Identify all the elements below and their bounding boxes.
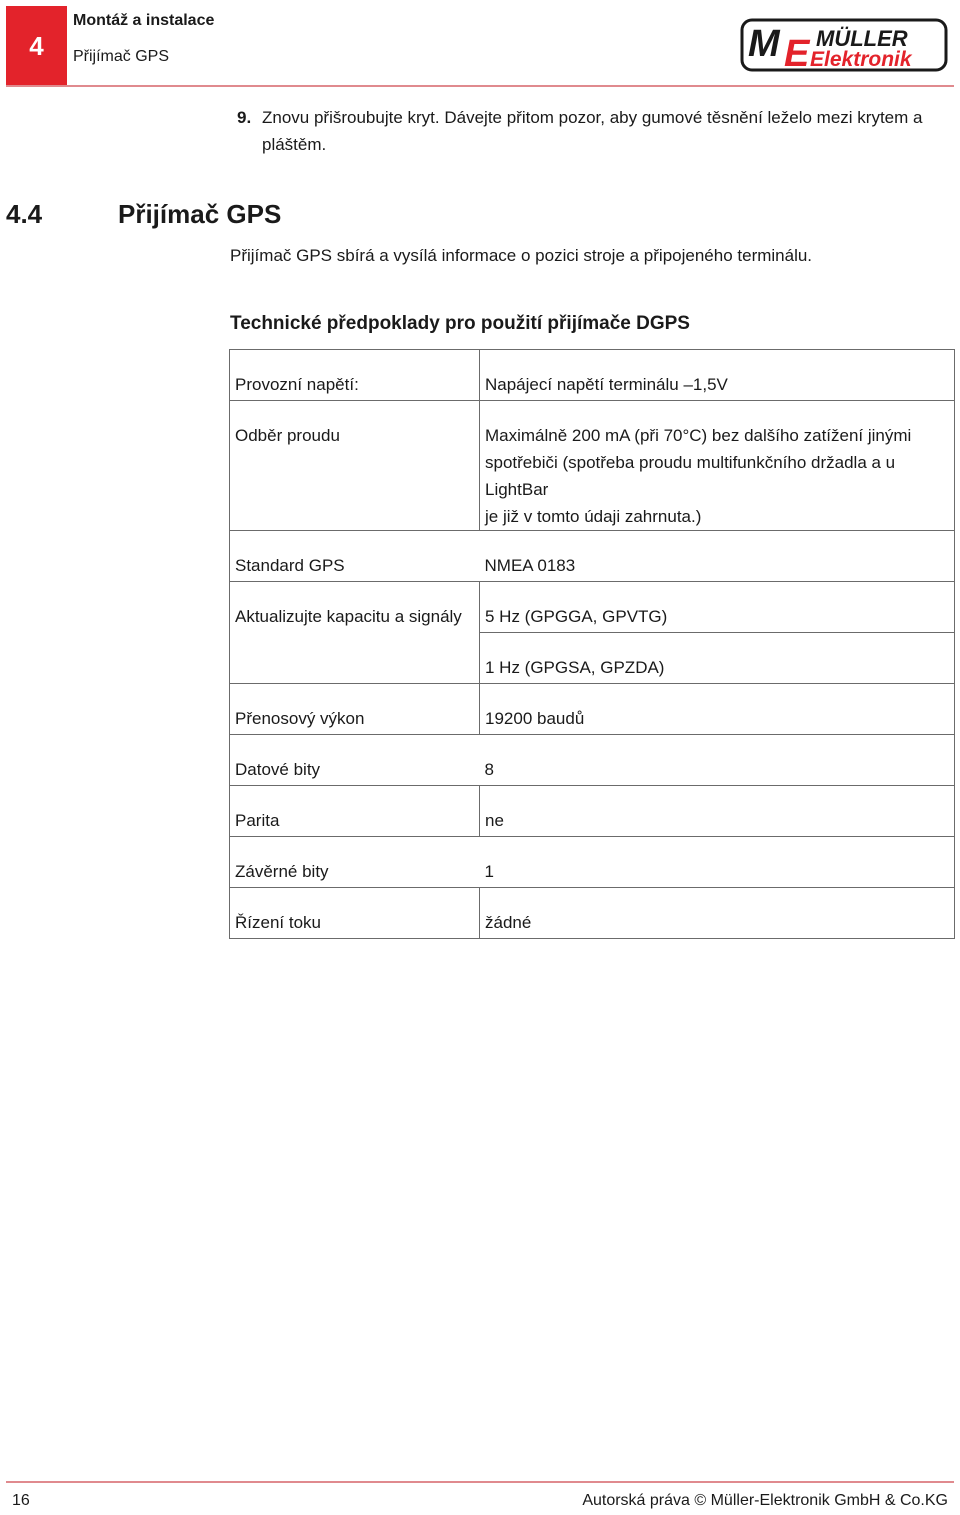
copyright-notice: Autorská práva © Müller-Elektronik GmbH & Co.KG	[582, 1492, 948, 1509]
table-cell-label: Přenosový výkon	[230, 684, 480, 735]
table-row	[230, 531, 955, 582]
table-cell-label	[230, 633, 480, 684]
table-row	[230, 582, 955, 633]
table-cell-label: Aktualizujte kapacitu a signály	[230, 582, 480, 633]
section-subtitle: Přijímač GPS	[73, 48, 170, 65]
table-cell-value: 19200 baudů	[480, 684, 955, 735]
logo-text-top: MÜLLER	[816, 26, 908, 51]
table-cell-value: 8	[480, 735, 955, 786]
instruction-step	[237, 104, 927, 154]
table-cell-value: 5 Hz (GPGGA, GPVTG)	[480, 582, 955, 633]
table-cell-value: Napájecí napětí terminálu –1,5V	[480, 350, 955, 401]
table-cell-label: Závěrné bity	[230, 837, 480, 888]
table-row	[230, 786, 955, 837]
table-cell-value	[480, 401, 955, 531]
table-row	[230, 633, 955, 684]
table-row	[230, 735, 955, 786]
table-row	[230, 837, 955, 888]
spec-table	[229, 349, 955, 939]
step-text-line1: Znovu přišroubujte kryt. Dávejte přitom pozor, aby gumové těsnění leželo mezi krytem a	[262, 108, 923, 127]
table-cell-value: 1	[480, 837, 955, 888]
table-cell-label: Odběr proudu	[230, 401, 480, 531]
logo-letter-e: E	[784, 33, 810, 74]
section-number: 4.4	[6, 199, 43, 229]
table-cell-label: Řízení toku	[230, 888, 480, 939]
table-cell-value: 1 Hz (GPGSA, GPZDA)	[480, 633, 955, 684]
table-heading: Technické předpoklady pro použití přijímače DGPS	[230, 313, 690, 334]
table-row	[230, 401, 955, 531]
table-cell-label: Datové bity	[230, 735, 480, 786]
chapter-number-box	[6, 6, 67, 86]
table-row	[230, 888, 955, 939]
section-title: Přijímač GPS	[118, 199, 282, 229]
table-cell-label: Provozní napětí:	[230, 350, 480, 401]
value-line: je již v tomto údaji zahrnuta.)	[485, 507, 702, 526]
step-number: 9.	[237, 108, 252, 127]
section-intro: Přijímač GPS sbírá a vysílá informace o pozici stroje a připojeného terminálu.	[230, 246, 813, 265]
table-row	[230, 684, 955, 735]
table-cell-label: Parita	[230, 786, 480, 837]
value-line: Maximálně 200 mA (při 70°C) bez dalšího zatížení jinými	[485, 426, 912, 445]
table-cell-value: ne	[480, 786, 955, 837]
page-number: 16	[12, 1492, 30, 1509]
table-cell-label: Standard GPS	[230, 531, 480, 582]
table-cell-value: žádné	[480, 888, 955, 939]
value-line: spotřebiči (spotřeba proudu multifunkčního držadla a u LightBar	[485, 453, 896, 499]
table-cell-value: NMEA 0183	[480, 531, 955, 582]
header-divider	[6, 85, 954, 87]
mueller-elektronik-logo	[740, 16, 948, 74]
logo-letter-m: M	[748, 23, 780, 65]
chapter-number: 4	[29, 30, 44, 61]
chapter-title: Montáž a instalace	[73, 12, 215, 29]
footer-divider	[6, 1481, 954, 1483]
step-text-line2: pláštěm.	[262, 135, 327, 154]
table-row	[230, 350, 955, 401]
logo-text-bottom: Elektronik	[810, 48, 912, 71]
